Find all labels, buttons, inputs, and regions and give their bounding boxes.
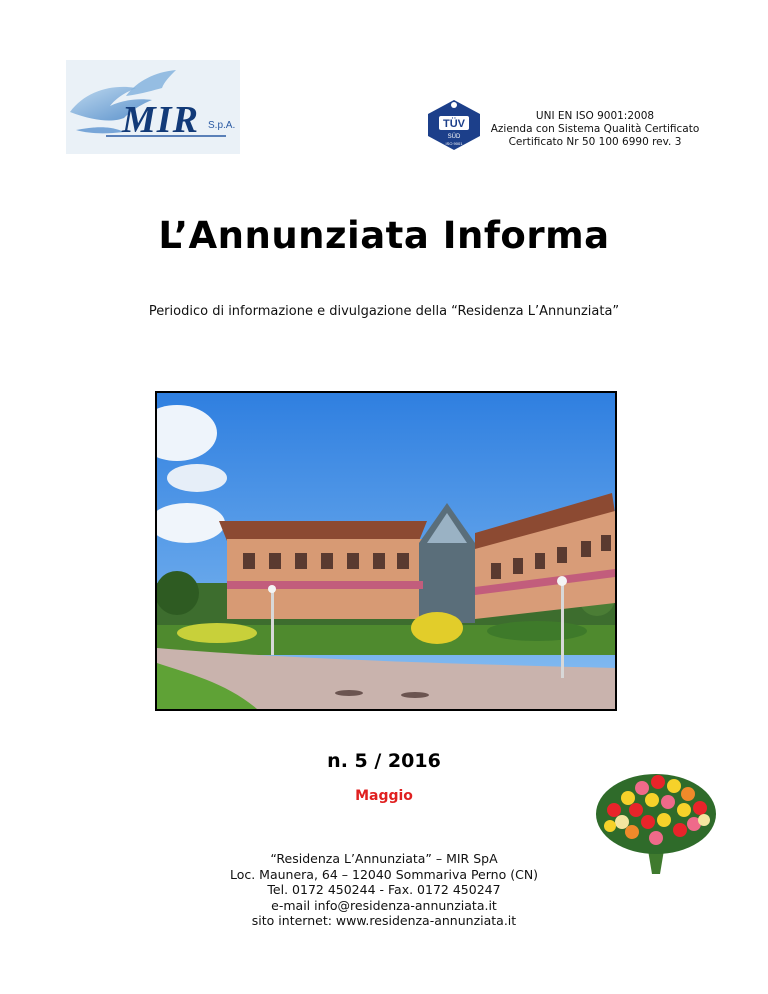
issue-month: Maggio [355,788,413,804]
mir-logo [66,60,240,154]
contact-phone: Tel. 0172 450244 - Fax. 0172 450247 [267,882,501,897]
certification-text [490,110,700,149]
building-photo [155,391,617,711]
cert-line: Azienda con Sistema Qualità Certificato [490,123,700,135]
logo-wordmark: MIR [122,99,199,141]
badge-iso-text: ISO 9001 [445,141,463,146]
contact-name: “Residenza L’Annunziata” – MIR SpA [270,851,498,866]
contact-email: e-mail info@residenza-annunziata.it [271,897,497,913]
contact-address: Loc. Maunera, 64 – 12040 Sommariva Perno (CN) [229,866,539,882]
tuv-certification-badge [424,98,484,152]
issue-number: n. 5 / 2016 [327,750,441,772]
contact-block [0,851,768,929]
cert-line: Certificato Nr 50 100 6990 rev. 3 [508,136,682,148]
badge-tuv-text: TÜV [443,118,465,130]
badge-sud-text: SÜD [447,134,461,140]
logo-suffix: S.p.A. [208,120,236,131]
page-subtitle: Periodico di informazione e divulgazione della “Residenza L’Annunziata” [148,304,620,319]
contact-website: sito internet: www.residenza-annunziata.it [251,913,517,928]
page-title: L’Annunziata Informa [158,214,610,257]
cert-line: UNI EN ISO 9001:2008 [535,110,655,122]
